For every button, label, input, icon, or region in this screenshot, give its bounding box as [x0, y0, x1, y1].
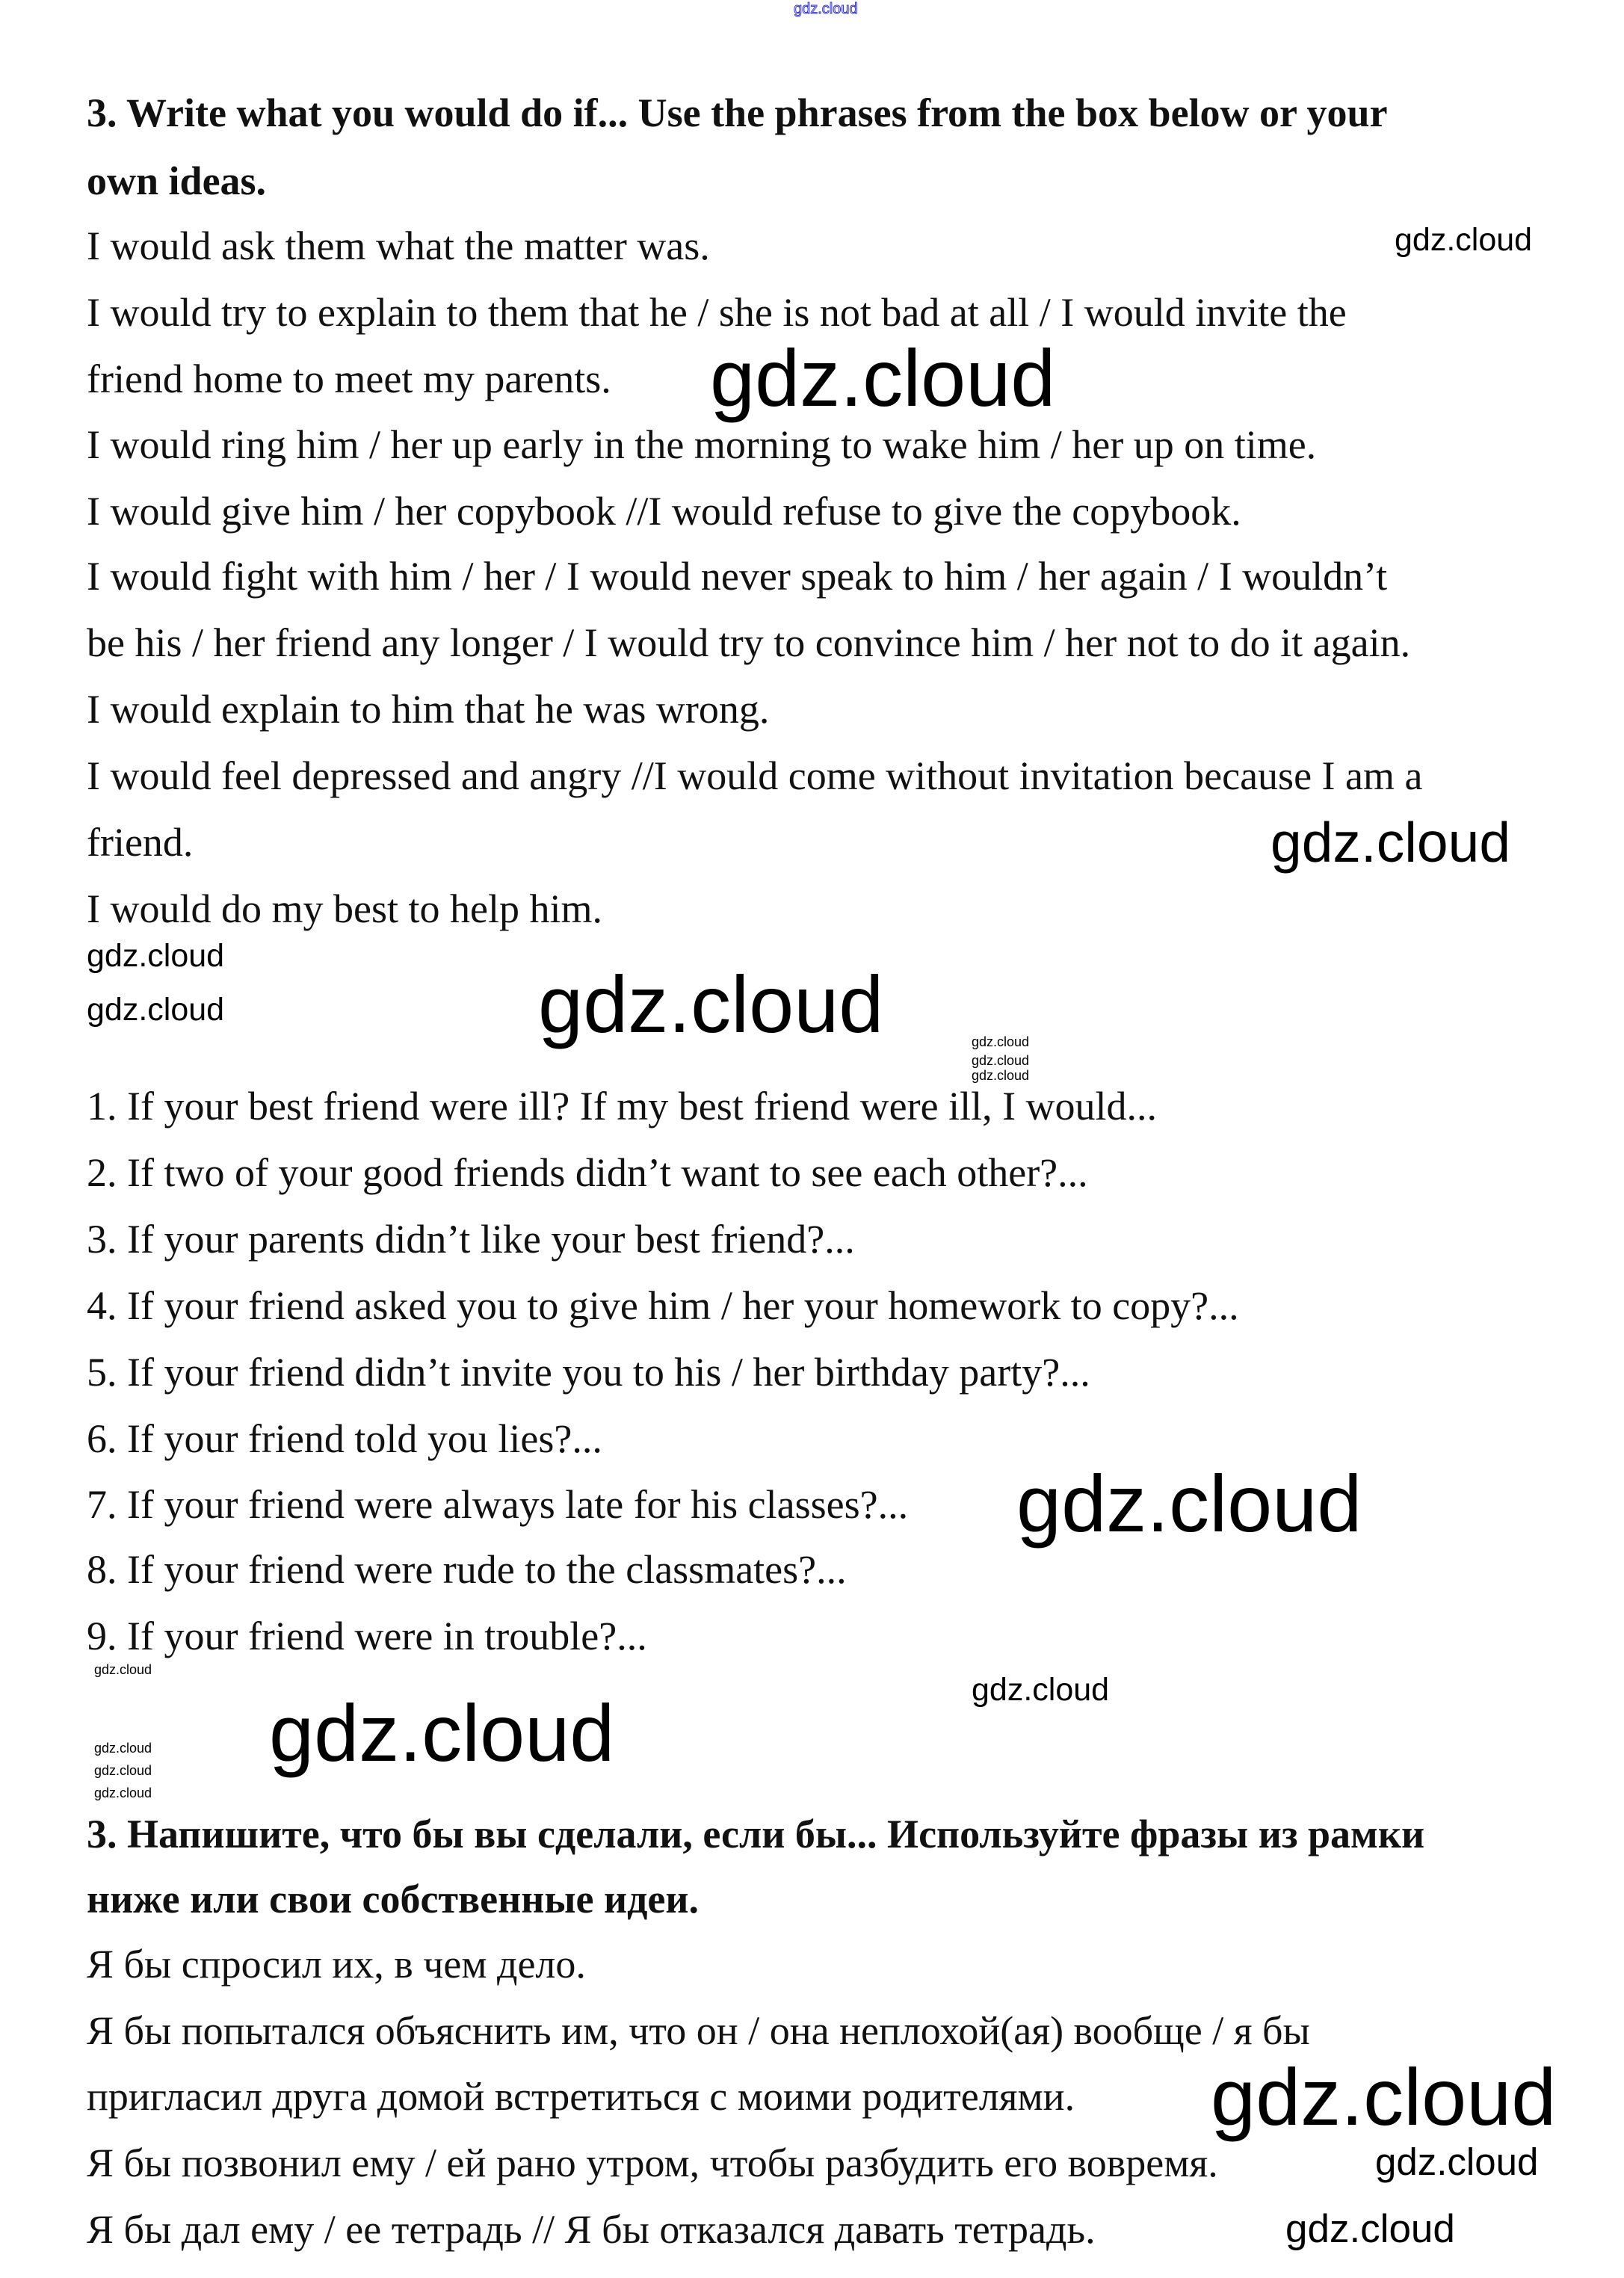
question-line: 2. If two of your good friends didn’t want to see each other?... — [87, 1150, 1088, 1195]
watermark: gdz.cloud — [1211, 2052, 1557, 2142]
answer-line: Я бы попытался объяснить им, что он / она неплохой(ая) вообще / я бы — [87, 2008, 1310, 2053]
answer-line: I would explain to him that he was wrong. — [87, 687, 770, 732]
watermark: gdz.cloud — [710, 333, 1056, 423]
answer-line: I would fight with him / her / I would never speak to him / her again / I wouldn’t — [87, 554, 1388, 599]
watermark: gdz.cloud — [269, 1688, 615, 1778]
question-line: 5. If your friend didn’t invite you to his / her birthday party?... — [87, 1350, 1090, 1395]
answer-line: Я бы дал ему / ее тетрадь // Я бы отказался давать тетрадь. — [87, 2207, 1096, 2252]
exercise-heading: own ideas. — [87, 158, 267, 203]
answer-line: friend. — [87, 820, 194, 865]
exercise-heading: 3. Write what you would do if... Use the phrases from the box below or your — [87, 90, 1388, 135]
watermark: gdz.cloud — [972, 1053, 1030, 1068]
watermark: gdz.cloud — [972, 1672, 1110, 1708]
watermark: gdz.cloud — [1271, 811, 1511, 874]
answer-line: Я бы спросил их, в чем дело. — [87, 1942, 586, 1987]
answer-line: I would do my best to help him. — [87, 886, 602, 931]
answer-line: I would ask them what the matter was. — [87, 223, 710, 268]
answer-line: пригласил друга домой встретиться с моими родителями. — [87, 2074, 1075, 2119]
question-line: 9. If your friend were in trouble?... — [87, 1614, 647, 1658]
watermark: gdz.cloud — [1375, 2140, 1539, 2183]
question-line: 7. If your friend were always late for his classes?... — [87, 1482, 909, 1527]
watermark: gdz.cloud — [1285, 2207, 1455, 2251]
watermark: gdz.cloud — [1395, 222, 1533, 258]
question-line: 8. If your friend were rude to the classmates?... — [87, 1547, 847, 1592]
watermark: gdz.cloud — [972, 1034, 1030, 1049]
answer-line: I would try to explain to them that he / she is not bad at all / I would invite the — [87, 290, 1347, 335]
question-line: 4. If your friend asked you to give him / her your homework to copy?... — [87, 1283, 1239, 1328]
watermark: gdz.cloud — [94, 1763, 152, 1778]
exercise-heading: ниже или свои собственные идеи. — [87, 1877, 699, 1922]
answer-line: I would feel depressed and angry //I would come without invitation because I am a — [87, 753, 1423, 798]
watermark: gdz.cloud — [972, 1068, 1030, 1083]
question-line: 3. If your parents didn’t like your best friend?... — [87, 1217, 855, 1262]
watermark: gdz.cloud — [87, 992, 225, 1028]
watermark: gdz.cloud — [538, 959, 884, 1049]
answer-line: friend home to meet my parents. — [87, 356, 611, 401]
question-line: 1. If your best friend were ill? If my best friend were ill, I would... — [87, 1084, 1158, 1129]
question-line: 6. If your friend told you lies?... — [87, 1416, 602, 1461]
answer-line: I would ring him / her up early in the morning to wake him / her up on time. — [87, 422, 1317, 467]
watermark: gdz.cloud — [87, 938, 225, 974]
watermark: gdz.cloud — [94, 1662, 152, 1677]
watermark: gdz.cloud — [1016, 1458, 1362, 1549]
watermark: gdz.cloud — [94, 1785, 152, 1800]
answer-line: be his / her friend any longer / I would try to convince him / her not to do it again. — [87, 620, 1411, 665]
exercise-heading: 3. Напишите, что бы вы сделали, если бы... Используйте фразы из рамки — [87, 1812, 1425, 1856]
watermark-top: gdz.cloud — [794, 1, 858, 17]
answer-line: I would give him / her copybook //I would refuse to give the copybook. — [87, 489, 1241, 534]
answer-line: Я бы позвонил ему / ей рано утром, чтобы разбудить его вовремя. — [87, 2140, 1218, 2185]
watermark: gdz.cloud — [94, 1741, 152, 1756]
